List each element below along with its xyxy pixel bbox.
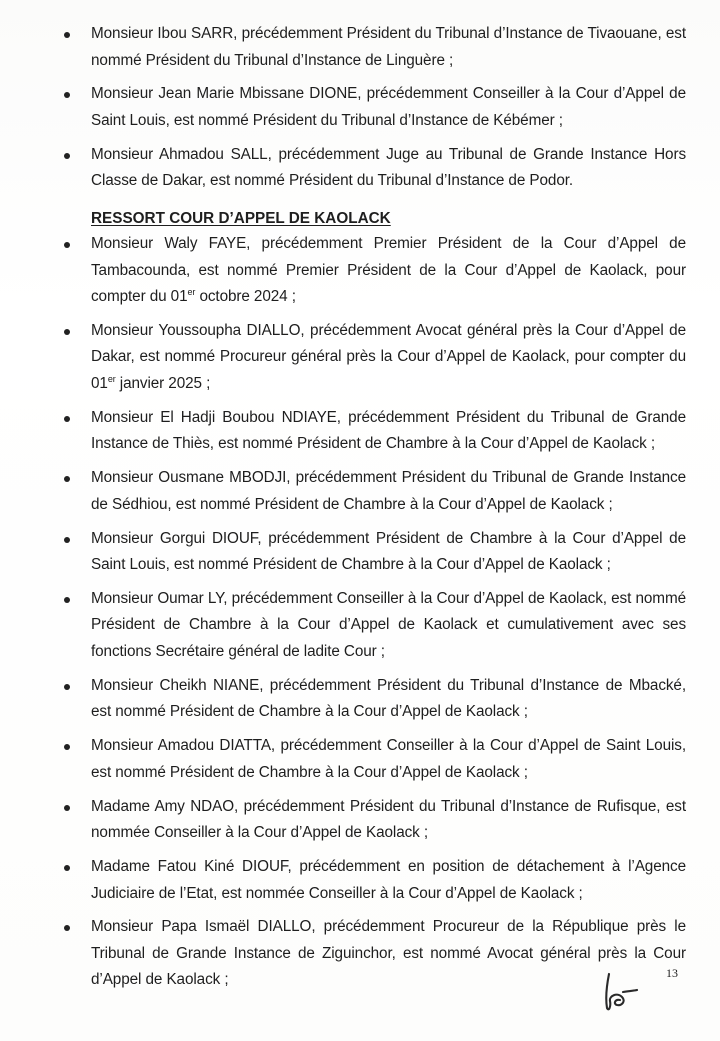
- list-item: [0, 21, 720, 74]
- page-number: 13: [666, 966, 678, 980]
- bullet-icon: [64, 329, 70, 335]
- item-text: Monsieur Oumar LY, précédemment Conseiller à la Cour d’Appel de Kaolack, est nommé Président de Chambre à la Cour d’Appel de Kaolack et cumulativement avec ses fonctions Secrétaire général de ladite Cour ;: [91, 589, 686, 660]
- item-text: Madame Fatou Kiné DIOUF, précédemment en position de détachement à l’Agence Judiciaire de l’Etat, est nommée Conseiller à la Cour d’Appel de Kaolack ;: [91, 858, 686, 902]
- item-text: Monsieur Ahmadou SALL, précédemment Juge au Tribunal de Grande Instance Hors Classe de Dakar, est nommé Président du Tribunal d’Instance de Podor.: [91, 145, 686, 190]
- bullet-icon: [64, 805, 70, 811]
- list-item: [0, 854, 720, 907]
- bullet-icon: [64, 92, 70, 98]
- bullet-icon: [64, 744, 70, 750]
- list-item: [0, 673, 720, 726]
- bullet-icon: [64, 925, 70, 931]
- list-item: [0, 231, 720, 311]
- list-item: [0, 405, 720, 458]
- top-appointment-list: [0, 21, 720, 202]
- item-text: Monsieur Cheikh NIANE, précédemment Président du Tribunal d’Instance de Mbacké, est nommé Président de Chambre à la Cour d’Appel de Kaolack ;: [91, 676, 686, 721]
- bullet-icon: [64, 537, 70, 543]
- list-item: [0, 794, 720, 847]
- list-item: [0, 526, 720, 579]
- item-text: Madame Amy NDAO, précédemment Président du Tribunal d’Instance de Rufisque, est nommée Conseiller à la Cour d’Appel de Kaolack ;: [91, 797, 686, 842]
- item-text: Monsieur Amadou DIATTA, précédemment Conseiller à la Cour d’Appel de Saint Louis, est nommé Président de Chambre à la Cour d’Appel de Kaolack ;: [91, 737, 686, 781]
- list-item: [0, 733, 720, 786]
- item-text: Monsieur Ibou SARR, précédemment Président du Tribunal d’Instance de Tivaouane, est nommé Président du Tribunal d’Instance de Linguère ;: [91, 25, 686, 69]
- ordinal-superscript: er: [187, 287, 196, 297]
- list-item: [0, 142, 720, 195]
- kaolack-appointment-list: [0, 231, 720, 1001]
- bullet-icon: [64, 865, 70, 871]
- item-text: Monsieur Waly FAYE, précédemment Premier Président de la Cour d’Appel de Tambacounda, est nommé Premier Président de la Cour d’Appel de Kaolack, pour compter du 01: [91, 235, 686, 305]
- item-text: Monsieur Gorgui DIOUF, précédemment Président de Chambre à la Cour d’Appel de Saint Louis, est nommé Président de Chambre à la Cour d’Appel de Kaolack ;: [91, 529, 686, 574]
- section-title: RESSORT COUR D’APPEL DE KAOLACK: [91, 210, 391, 227]
- list-item: [0, 465, 720, 518]
- bullet-icon: [64, 242, 70, 248]
- bullet-icon: [64, 416, 70, 422]
- item-text-end: octobre 2024 ;: [195, 288, 296, 305]
- item-text: Monsieur Jean Marie Mbissane DIONE, précédemment Conseiller à la Cour d’Appel de Saint Louis, est nommé Président du Tribunal d’Instance de Kébémer ;: [91, 85, 686, 129]
- list-item: [0, 318, 720, 398]
- bullet-icon: [64, 32, 70, 38]
- bullet-icon: [64, 597, 70, 603]
- item-text-end: janvier 2025 ;: [115, 374, 211, 392]
- ordinal-superscript: er: [107, 373, 116, 384]
- bullet-icon: [64, 153, 70, 159]
- item-text: Monsieur Papa Ismaël DIALLO, précédemment Procureur de la République près le Tribunal de Grande Instance de Ziguinchor, est nommé Avocat général près la Cour d’Appel de Kaolack ;: [91, 918, 686, 989]
- item-text: Monsieur El Hadji Boubou NDIAYE, précédemment Président du Tribunal de Grande Instance de Thiès, est nommé Président de Chambre à la Cour d’Appel de Kaolack ;: [91, 408, 686, 453]
- list-item: [0, 586, 720, 666]
- item-text: Monsieur Ousmane MBODJI, précédemment Président du Tribunal de Grande Instance de Sédhiou, est nommé Président de Chambre à la Cour d’Appel de Kaolack ;: [91, 469, 686, 513]
- item-text: Monsieur Youssoupha DIALLO, précédemment Avocat général près la Cour d’Appel de Dakar, est nommé Procureur général près la Cour d’Appel de Kaolack, pour compter du 01: [91, 321, 686, 392]
- signature-icon: [595, 968, 643, 1016]
- bullet-icon: [64, 476, 70, 482]
- list-item: [0, 81, 720, 134]
- bullet-icon: [64, 684, 70, 690]
